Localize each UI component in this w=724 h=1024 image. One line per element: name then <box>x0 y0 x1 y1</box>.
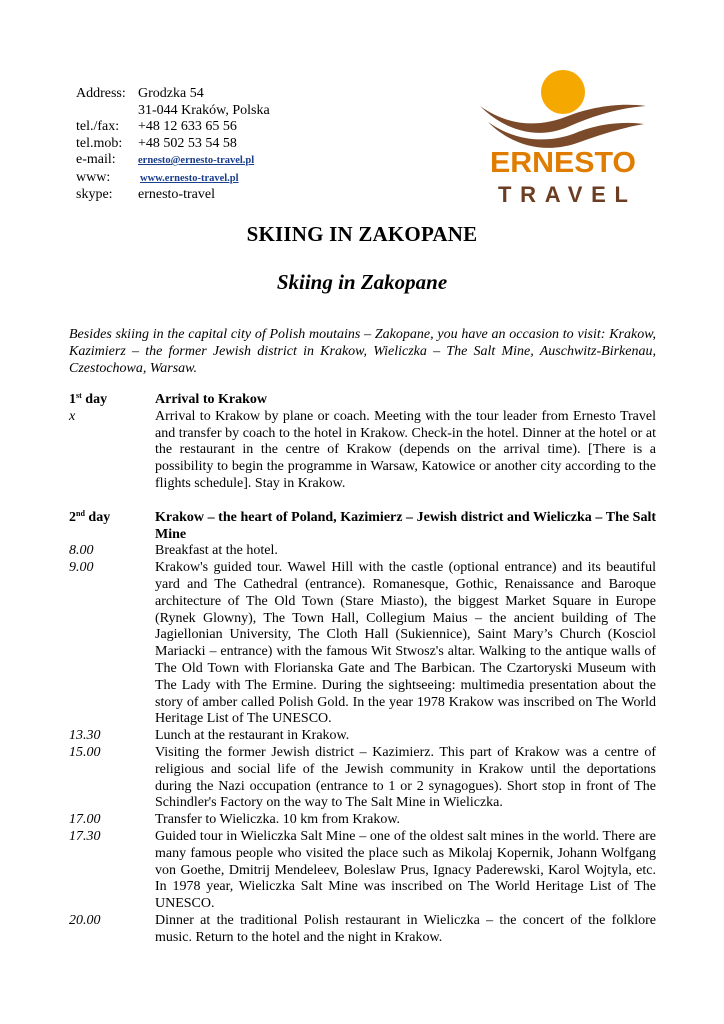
day2-item <box>69 913 656 947</box>
day2-item-time: 17.00 <box>69 812 101 828</box>
day2-item <box>69 543 656 560</box>
address-row-2 <box>76 103 270 120</box>
day1-item-text: Arrival to Krakow by plane or coach. Meeting with the tour leader from Ernesto Travel and transfer by coach to the hotel in Krakow. Check-in the hotel. Dinner at the hotel or at the restaurant in the centre of Krakow (depends on the arrival time). [There is a possibility to begin the programme in Warsaw, Katowice or another city according to the flights schedule]. Stay in Krakow. <box>155 408 656 491</box>
skype-label: skype: <box>76 187 113 202</box>
day2-item-time: 8.00 <box>69 543 94 559</box>
page-title: SKIING IN ZAKOPANE <box>246 222 478 246</box>
day2-item-time: 20.00 <box>69 912 101 928</box>
www-row <box>76 170 270 188</box>
day2-item <box>69 745 656 812</box>
logo-sun <box>541 70 585 114</box>
day2-item-text: Transfer to Wieliczka. 10 km from Krakow. <box>155 812 401 828</box>
telfax-value: +48 12 633 65 56 <box>138 119 237 134</box>
contact-block <box>76 86 270 204</box>
email-link[interactable]: ernesto@ernesto-travel.pl <box>138 155 255 166</box>
email-label: e-mail: <box>76 152 116 167</box>
address-line2: 31-044 Kraków, Polska <box>138 102 270 118</box>
day2-item-time: 13.30 <box>69 728 101 744</box>
email-row <box>76 152 270 170</box>
day2-item-text: Visiting the former Jewish district – Kazimierz. This part of Krakow was a centre of religious and social life of the Jewish community in Krakow until the deportations during the Nazi occupation (entrance to 1 or 2 synagogues). Short stop in front of The Schindler's Factory on the way to The Salt Mine in Wieliczka. <box>155 744 656 811</box>
day2-heading: Krakow – the heart of Poland, Kazimierz – Jewish district and Wieliczka – The Salt Mine <box>155 509 656 542</box>
day2-item <box>69 560 656 728</box>
address-line1: Grodzka 54 <box>138 86 204 101</box>
telmob-label: tel.mob: <box>76 135 123 151</box>
skype-value: ernesto-travel <box>138 187 215 202</box>
day1-item <box>69 409 656 493</box>
day2-item-text: Breakfast at the hotel. <box>155 543 278 559</box>
telmob-value: +48 502 53 54 58 <box>138 135 237 151</box>
program <box>69 392 656 947</box>
day1-label: 1st day <box>69 391 108 407</box>
day1-header <box>69 392 656 409</box>
day2-item-text: Lunch at the restaurant in Krakow. <box>155 728 350 744</box>
ernesto-travel-logo <box>478 66 648 206</box>
day2-item-time: 17.30 <box>69 828 101 844</box>
logo-line2: TRAVEL <box>498 182 628 206</box>
www-link[interactable]: www.ernesto-travel.pl <box>140 172 239 184</box>
day2-item <box>69 728 656 745</box>
day1-item-time: x <box>69 408 76 424</box>
day2-item-time: 15.00 <box>69 744 101 760</box>
day2-item-text: Dinner at the traditional Polish restaurant in Wieliczka – the concert of the folklore music. Return to the hotel and the night in Krakow. <box>155 912 656 945</box>
address-row <box>76 86 270 103</box>
www-label: www: <box>76 169 111 185</box>
day2-item-time: 9.00 <box>69 560 94 576</box>
logo-line1: ERNESTO <box>490 147 636 179</box>
day2-item <box>69 812 656 829</box>
address-label: Address: <box>76 86 126 101</box>
day2-item-text: Guided tour in Wieliczka Salt Mine – one of the oldest salt mines in the world. There are many famous people who visited the place such as Mikolaj Kopernik, Johann Wolfgang von Goethe, Dmitrij Mendeleev, Boleslaw Prus, Ignacy Paderewski, Karol Wojtyla, etc. In 1978 year, Wieliczka Salt Mine was inscribed on The World Heritage List of The UNESCO. <box>155 828 656 912</box>
telmob-row <box>76 136 270 153</box>
telfax-label: tel./fax: <box>76 119 120 134</box>
day1-heading: Arrival to Krakow <box>155 392 267 407</box>
telfax-row <box>76 119 270 136</box>
day2-item-text: Krakow's guided tour. Wawel Hill with the castle (optional entrance) and its beautiful yard and The Cathedral (entrance). Romanesque, Gothic, Renaissance and Baroque architecture of The Old Town (Stare Miasto), the biggest Market Square in Europe (Rynek Glowny), The Town Hall, Collegium Maius – the ancient building of The Jagiellonian University, The Cloth Hall (Sukiennice), Saint Mary’s Church (Kosciol Mariacki – entrance) with the famous Wit Stwosz's altar. Walking to the antique walls of The Old Town with Florianska Gate and The Barbican. The Czartoryski Museum with The Lady with The Ermine. During the sightseeing: multimedia presentation about the story of amber called Polish Gold. In the year 1978 Krakow was inscribed on The World Heritage List of The UNESCO. <box>155 560 656 727</box>
intro-paragraph: Besides skiing in the capital city of Polish moutains – Zakopane, you have an occasion to visit: Krakow, Kazimierz – the former Jewish district in Krakow, Wieliczka – The Salt Mine, Auschwitz-Birkenau, Czestochowa, Warsaw. <box>69 327 656 376</box>
day2-label: 2nd day <box>69 508 111 525</box>
day2-header <box>69 510 656 544</box>
skype-row <box>76 187 270 204</box>
page-subtitle: Skiing in Zakopane <box>276 270 448 294</box>
day2-item <box>69 829 656 913</box>
